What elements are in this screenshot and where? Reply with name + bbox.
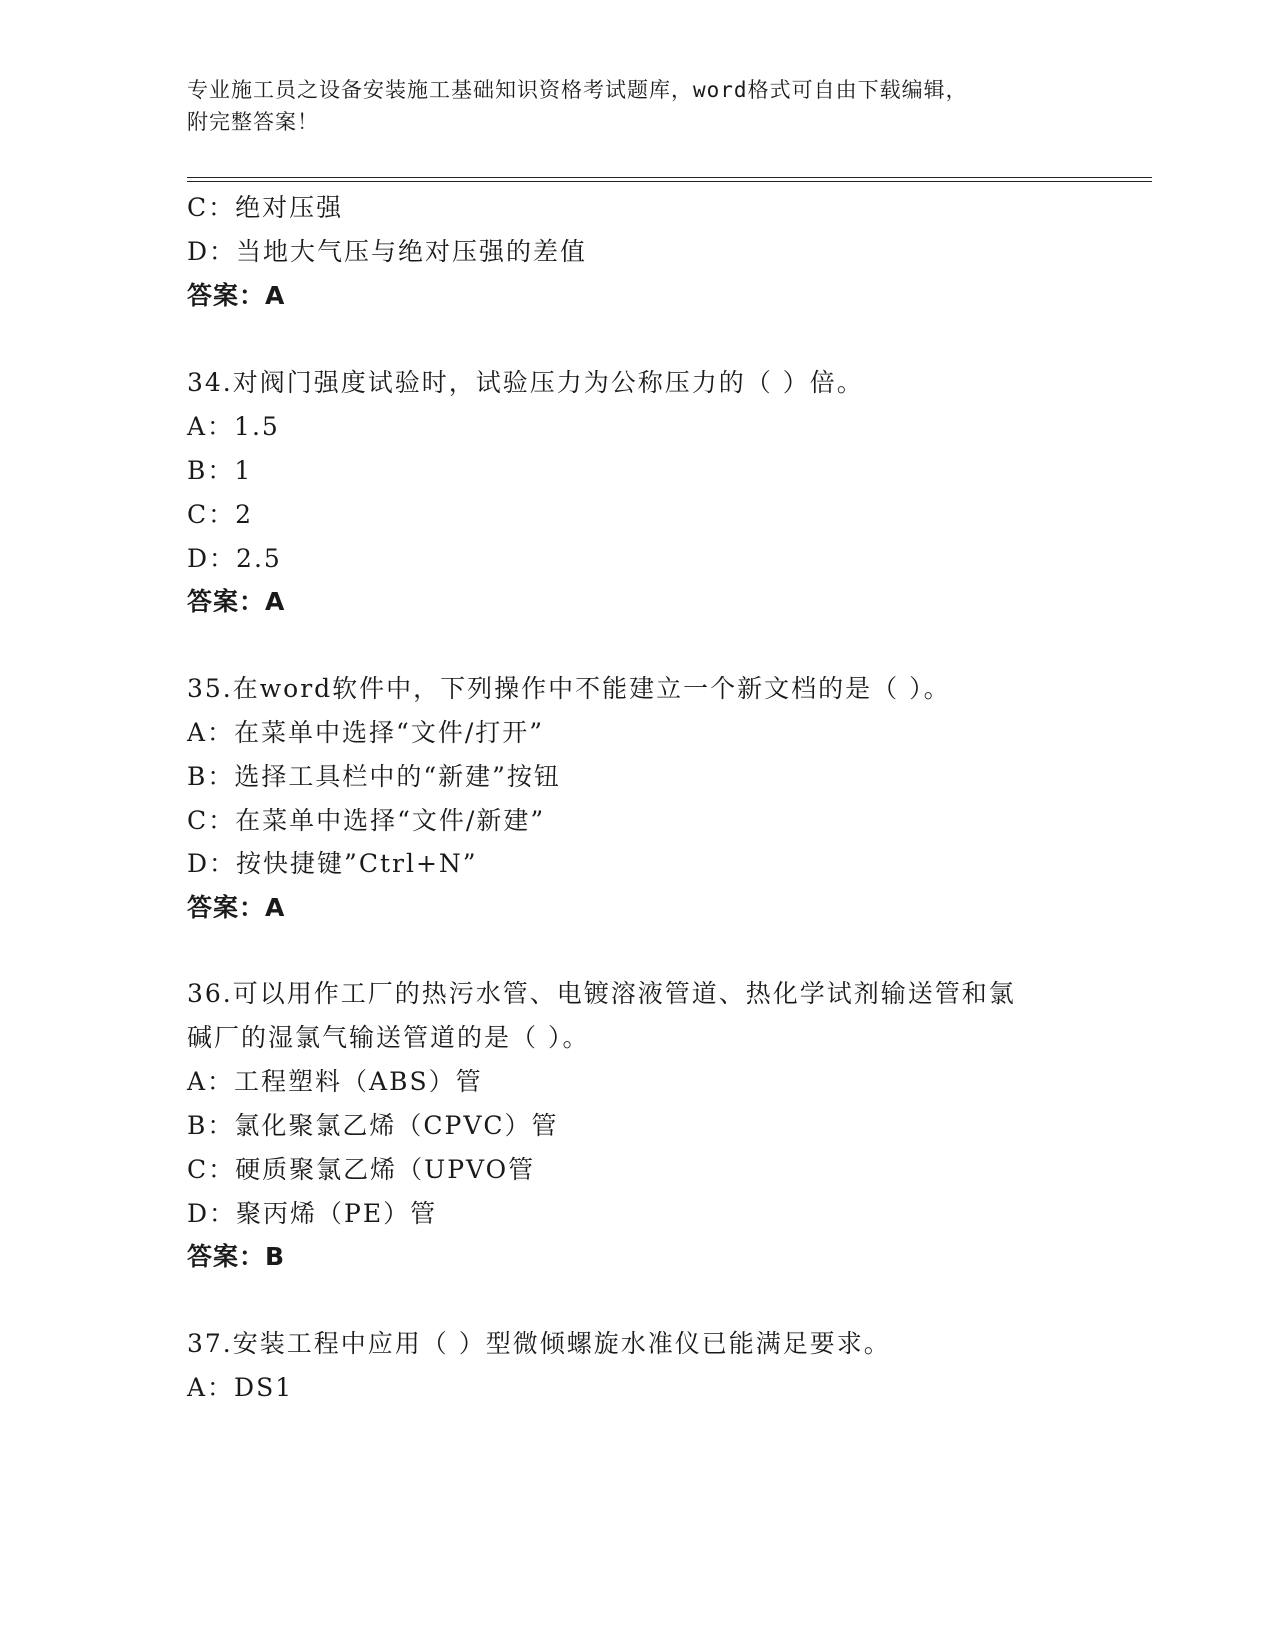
- question-34-option-a: A：1.5: [187, 412, 280, 441]
- question-37-stem: 37.安装工程中应用（ ）型微倾螺旋水准仪已能满足要求。: [187, 1329, 891, 1358]
- question-34-answer: 答案：A: [187, 587, 286, 616]
- document-header: [187, 74, 1067, 138]
- question-36-option-c: C：硬质聚氯乙烯（UPVO管: [187, 1155, 536, 1184]
- question-34-stem: 34.对阀门强度试验时，试验压力为公称压力的（ ）倍。: [187, 368, 864, 397]
- question-37-option-a: A：DS1: [187, 1373, 294, 1402]
- header-divider-bottom: [187, 181, 1152, 182]
- header-line-2: 附完整答案！: [187, 110, 319, 134]
- option-c: C：绝对压强: [187, 193, 344, 222]
- question-36-option-a: A：工程塑料（ABS）管: [187, 1067, 483, 1096]
- question-35-option-b: B：选择工具栏中的“新建”按钮: [187, 762, 561, 791]
- question-35-answer: 答案：A: [187, 893, 286, 922]
- question-35-option-c: C：在菜单中选择“文件/新建”: [187, 806, 546, 835]
- question-36-option-d: D：聚丙烯（PE）管: [187, 1199, 438, 1228]
- answer-line: 答案：A: [187, 281, 286, 310]
- header-line-1: 专业施工员之设备安装施工基础知识资格考试题库，word格式可自由下载编辑，: [187, 78, 968, 102]
- question-36-option-b: B：氯化聚氯乙烯（CPVC）管: [187, 1111, 559, 1140]
- question-35-option-d: D：按快捷键”Ctrl+N”: [187, 849, 478, 878]
- question-35-option-a: A：在菜单中选择“文件/打开”: [187, 718, 545, 747]
- question-35-stem: 35.在word软件中，下列操作中不能建立一个新文档的是（ ）。: [187, 674, 951, 703]
- question-34-option-d: D：2.5: [187, 544, 282, 573]
- question-36-stem-line-1: 36.可以用作工厂的热污水管、电镀溶液管道、热化学试剂输送管和氯: [187, 979, 1016, 1008]
- option-d: D：当地大气压与绝对压强的差值: [187, 237, 588, 266]
- question-34-option-c: C：2: [187, 500, 254, 529]
- question-36-answer: 答案：B: [187, 1242, 286, 1271]
- question-36-stem-line-2: 碱厂的湿氯气输送管道的是（ ）。: [187, 1023, 590, 1052]
- question-34-option-b: B：1: [187, 456, 253, 485]
- header-divider-top: [187, 177, 1152, 178]
